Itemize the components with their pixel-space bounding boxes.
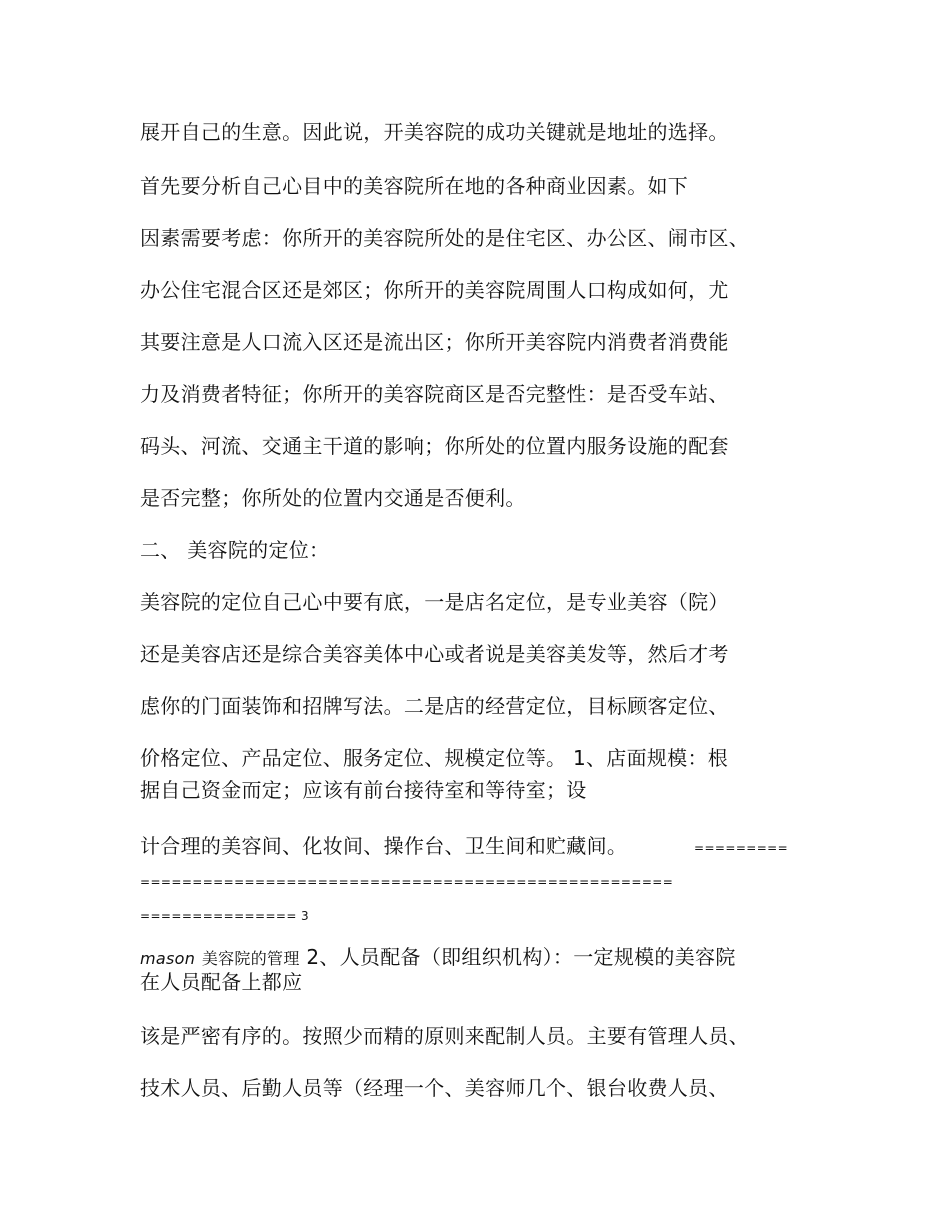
text-line: 还是美容店还是综合美容美体中心或者说是美容美发等，然后才考	[140, 642, 729, 666]
text-line: 力及消费者特征；你所开的美容院商区是否完整性：是否受车站、	[140, 382, 729, 406]
section-line: 2、人员配备（即组织机构）：一定规模的美容院	[306, 945, 736, 969]
text-line: 技术人员、后勤人员等（经理一个、美容师几个、银台收费人员、	[140, 1076, 729, 1100]
text-line: 美容院的定位自己心中要有底，一是店名定位，是专业美容（院）	[140, 590, 729, 614]
text-line: 价格定位、产品定位、服务定位、规模定位等。 1、店面规模：根	[140, 746, 729, 770]
footer-section-row	[140, 945, 736, 971]
text-line: 虑你的门面装饰和招牌写法。二是店的经营定位，目标顾客定位、	[140, 694, 729, 718]
separator-tail: =========	[694, 841, 789, 855]
text-line: 办公住宅混合区还是郊区；你所开的美容院周围人口构成如何，尤	[140, 278, 729, 302]
separator-end: ===============	[140, 909, 297, 923]
text-line: 据自己资金而定；应该有前台接待室和等待室；设	[140, 778, 587, 802]
text-line: 在人员配备上都应	[140, 970, 303, 994]
text-line: 是否完整；你所处的位置内交通是否便利。	[140, 486, 526, 510]
text-line: 计合理的美容间、化妆间、操作台、卫生间和贮藏间。	[140, 834, 628, 858]
footer-title: 美容院的管理	[201, 949, 300, 968]
text-line: 首先要分析自己心目中的美容院所在地的各种商业因素。如下	[140, 174, 689, 198]
text-line: 该是严密有序的。按照少而精的原则来配制人员。主要有管理人员、	[140, 1024, 749, 1048]
text-line: 码头、河流、交通主干道的影响；你所处的位置内服务设施的配套	[140, 434, 729, 458]
text-line: 展开自己的生意。因此说，开美容院的成功关键就是地址的选择。	[140, 120, 729, 144]
footer-brand: mason	[140, 949, 196, 968]
separator-end-row	[140, 909, 309, 923]
section-heading: 二、 美容院的定位：	[140, 538, 330, 562]
page-number: 3	[301, 909, 310, 923]
separator-line: ===================================================	[140, 875, 674, 889]
text-line: 其要注意是人口流入区还是流出区；你所开美容院内消费者消费能	[140, 330, 729, 354]
text-line: 因素需要考虑：你所开的美容院所处的是住宅区、办公区、闹市区、	[140, 226, 749, 250]
